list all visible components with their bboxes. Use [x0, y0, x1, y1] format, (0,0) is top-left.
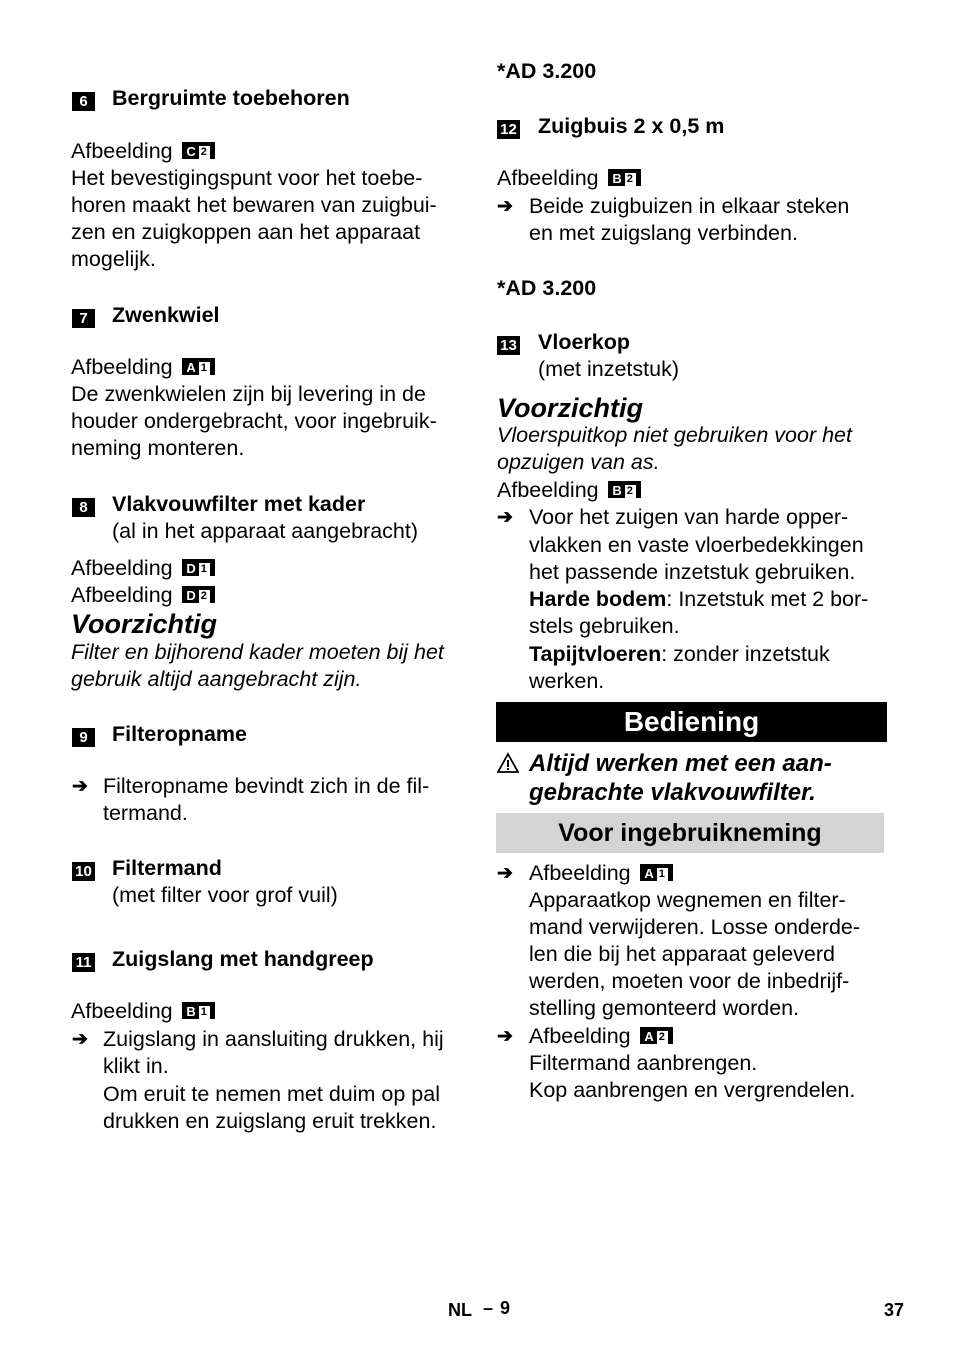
figure-badge: D 2: [182, 586, 215, 603]
figure-reference: [529, 860, 673, 887]
bullet-text: Filteropname bevindt zich in de fil-: [103, 774, 430, 798]
figure-badge: A 2: [640, 1027, 673, 1044]
caution-text: opzuigen van as.: [497, 450, 660, 474]
item-number-9: 9: [72, 728, 95, 747]
bullet-text: Harde bodem: Inzetstuk met 2 bor-: [529, 587, 869, 611]
caution-heading: Voorzichtig: [71, 609, 217, 639]
bullet-text: het passende inzetstuk gebruiken.: [529, 560, 856, 584]
figure-reference: [71, 138, 215, 165]
model-note: *AD 3.200: [497, 59, 597, 83]
figure-label: Afbeelding: [71, 583, 173, 607]
figure-badge: D 1: [182, 559, 215, 576]
bullet-text: stels gebruiken.: [529, 614, 680, 638]
chapter-heading: Bediening: [496, 702, 887, 742]
warning-text: gebrachte vlakvouwfilter.: [529, 779, 816, 806]
figure-label: Afbeelding: [497, 166, 599, 190]
model-note: *AD 3.200: [497, 276, 597, 300]
footer-section-page: 9: [500, 1298, 511, 1318]
body-line: zen en zuigkoppen aan het apparaat: [71, 220, 421, 244]
arrow-right-icon: ➔: [497, 863, 513, 884]
section-title: Filteropname: [112, 722, 247, 746]
arrow-right-icon: ➔: [72, 776, 88, 797]
body-line: Kop aanbrengen en vergrendelen.: [529, 1078, 856, 1102]
figure-reference: [71, 582, 215, 609]
bullet-text: vlakken en vaste vloerbedekkingen: [529, 533, 864, 557]
item-number-8: 8: [72, 498, 95, 517]
figure-badge: B 1: [182, 1002, 215, 1019]
body-line: mand verwijderen. Losse onderde-: [529, 915, 861, 939]
bullet-text: Om eruit te nemen met duim op pal: [103, 1082, 440, 1106]
figure-reference: [529, 1023, 673, 1050]
section-title: Vlakvouwfilter met kader: [112, 492, 366, 516]
section-title: Bergruimte toebehoren: [112, 86, 350, 110]
page-number: 37: [884, 1300, 905, 1320]
figure-badge: A 1: [640, 864, 673, 881]
arrow-right-icon: ➔: [497, 507, 513, 528]
warning-text: Altijd werken met een aan-: [529, 750, 832, 777]
section-subtitle: (met filter voor grof vuil): [112, 883, 338, 907]
body-line: De zwenkwielen zijn bij levering in de: [71, 382, 426, 406]
figure-label: Afbeelding: [529, 861, 631, 885]
figure-badge: B 2: [608, 481, 641, 498]
section-subtitle: (al in het apparaat aangebracht): [112, 519, 418, 543]
figure-reference: [497, 165, 641, 192]
footer-language: NL: [448, 1300, 472, 1320]
caution-text: gebruik altijd aangebracht zijn.: [71, 667, 362, 691]
arrow-right-icon: ➔: [497, 196, 513, 217]
figure-label: Afbeelding: [71, 556, 173, 580]
item-number-13: 13: [497, 336, 520, 355]
body-line: Apparaatkop wegnemen en filter-: [529, 888, 846, 912]
section-title: Zuigbuis 2 x 0,5 m: [538, 114, 725, 138]
figure-label: Afbeelding: [529, 1024, 631, 1048]
bullet-text: Beide zuigbuizen in elkaar steken: [529, 194, 850, 218]
body-line: neming monteren.: [71, 436, 245, 460]
figure-label: Afbeelding: [71, 999, 173, 1023]
bullet-text: Zuigslang in aansluiting drukken, hij: [103, 1027, 444, 1051]
item-number-12: 12: [497, 120, 520, 139]
bullet-text: en met zuigslang verbinden.: [529, 221, 798, 245]
bullet-text: drukken en zuigslang eruit trekken.: [103, 1109, 437, 1133]
section-title: Zwenkwiel: [112, 303, 220, 327]
body-line: stelling gemonteerd worden.: [529, 996, 800, 1020]
figure-badge: A 1: [182, 358, 215, 375]
caution-text: Filter en bijhorend kader moeten bij het: [71, 640, 444, 664]
figure-label: Afbeelding: [497, 478, 599, 502]
body-line: Filtermand aanbrengen.: [529, 1051, 758, 1075]
figure-reference: [497, 477, 641, 504]
bullet-text: klikt in.: [103, 1054, 169, 1078]
bullet-text: werken.: [529, 669, 605, 693]
item-number-11: 11: [72, 953, 95, 972]
body-line: Het bevestigingspunt voor het toebe-: [71, 166, 423, 190]
caution-heading: Voorzichtig: [497, 393, 643, 423]
figure-badge: B 2: [608, 169, 641, 186]
figure-reference: [71, 354, 215, 381]
figure-reference: [71, 998, 215, 1025]
body-line: houder ondergebracht, voor ingebruik-: [71, 409, 437, 433]
arrow-right-icon: ➔: [72, 1029, 88, 1050]
arrow-right-icon: ➔: [497, 1026, 513, 1047]
subsection-heading: Voor ingebruikneming: [496, 813, 884, 853]
item-number-6: 6: [72, 92, 95, 111]
warning-icon: [497, 752, 519, 774]
section-title: Zuigslang met handgreep: [112, 947, 374, 971]
bullet-text: termand.: [103, 801, 188, 825]
body-line: mogelijk.: [71, 247, 156, 271]
body-line: horen maakt het bewaren van zuigbui-: [71, 193, 437, 217]
item-number-7: 7: [72, 309, 95, 328]
body-line: len die bij het apparaat geleverd: [529, 942, 835, 966]
item-number-10: 10: [72, 862, 95, 881]
carpet-label: Tapijtvloeren: [529, 642, 662, 666]
section-subtitle: (met inzetstuk): [538, 357, 679, 381]
footer-dash: –: [483, 1298, 494, 1318]
hard-floor-label: Harde bodem: [529, 587, 667, 611]
figure-label: Afbeelding: [71, 139, 173, 163]
caution-text: Vloerspuitkop niet gebruiken voor het: [497, 423, 852, 447]
section-title: Filtermand: [112, 856, 222, 880]
bullet-text: Voor het zuigen van harde opper-: [529, 505, 849, 529]
body-line: werden, moeten voor de inbedrijf-: [529, 969, 850, 993]
bullet-text: Tapijtvloeren: zonder inzetstuk: [529, 642, 830, 666]
figure-label: Afbeelding: [71, 355, 173, 379]
figure-reference: [71, 555, 215, 582]
section-title: Vloerkop: [538, 330, 630, 354]
figure-badge: C 2: [182, 142, 215, 159]
